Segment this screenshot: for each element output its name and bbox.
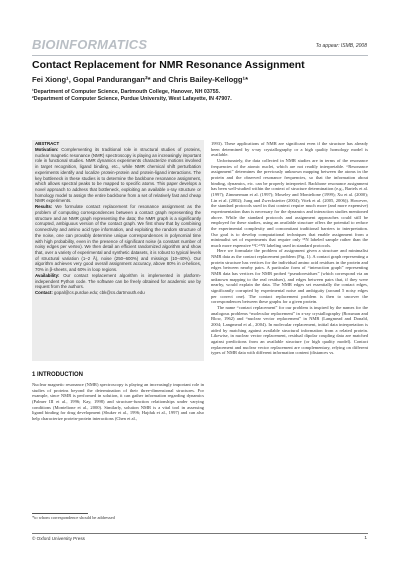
appear-note: To appear: ISMB, 2008 (315, 43, 367, 49)
contact-label: Contact: (35, 290, 53, 296)
author-list: Fei Xiong¹, Gopal Pandurangan²* and Chris Bailey-Kellogg¹* (32, 75, 249, 84)
copyright: © Oxford University Press (32, 536, 85, 541)
availability-text: Our contact replacement algorithm is implemented in platform-independent Python code. The software can be freely obtained for academic use by request from the authors. (35, 273, 201, 290)
paragraph: 1993). These applications of NMR are significant even if the structure has already been determined by x-ray crystallography or a high quality homology model is available. (211, 141, 368, 158)
abstract (35, 141, 201, 296)
affiliation-1: ¹Department of Computer Science, Dartmouth College, Hanover, NH 03755. (32, 89, 221, 95)
results-label: Results: (35, 204, 53, 210)
introduction-text: Nuclear magnetic resonance (NMR) spectroscopy is playing an increasingly important role in studies of proteins beyond the determination of their three-dimensional structures. For example, since NMR is performed in solution, it can gather information regarding dynamics (Palmer III et al., 1996; Kay, 1998) and structure-function relationships under varying conditions (Montelione et al., 2000). Similarly, solution NMR is a vital tool in assessing ligand binding for drug development (Shuker et al., 1996; Hajduk et al., 1997) and can also help characterize protein-protein interactions (Chen et al., (32, 382, 204, 421)
abstract-heading: ABSTRACT (35, 141, 60, 146)
availability-label: Availability: (35, 273, 60, 279)
results-text: We formulate contact replacement for resonance assignment as the problem of computing correspondences between a contact graph representing the structure and an NMR graph representing the data; the NMR graph is a significantly corrupted, ambiguous version of the contact graph. We first show that by combining connectivity and amino acid type information, and exploiting the random structure of the noise, one can provably determine unique correspondences in polynomial time with high probability, even in the presence of significant noise (a constant number of noisy edges per vertex). We then detail an efficient randomized algorithm and show that, over a variety of experimental and synthetic datasets, it is robust to typical levels of structural variation (1–2 Å), noise (250–600%) and missings (10–40%). Our algorithm achieves very good overall assignment accuracy, above 80% in α-helices, 70% in β-sheets, and 60% in loop regions. (35, 204, 201, 273)
motivation-text: Complementing its traditional role in structural studies of proteins, nuclear magnetic resonance (NMR) spectroscopy is playing an increasingly important role in functional studies. NMR dynamics experiments characterize motions involved in target recognition, ligand binding, etc., while NMR chemical shift perturbation experiments identify and localize protein-protein and protein-ligand interactions. The key bottleneck in these studies is to determine the backbone resonance assignment, which allows spectral peaks to be mapped to specific atoms. This paper develops a novel approach to address that bottleneck, exploiting an available x-ray structure or homology model to assign the entire backbone from a set of relatively fast and cheap NMR experiments. (35, 147, 201, 204)
paragraph: Here we formulate the problem of assignment given a structure and minimalist NMR data as the contact replacement problem (Fig. 1). A contact graph representing a protein structure has vertices for the individual amino acid residues in the protein and edges between nearby pairs. A particular form of “interaction graph” representing NMR data has vertices for NMR probed “pseudoresidues” (which correspond via an unknown mapping to the real residues), and edges between pairs that, if they were nearby, would explain the data. The NMR edges set essentially the contact edges, significantly corrupted by experimental noise and ambiguity (around 5 noisy edges per correct one). The contact replacement problem is then to uncover the correspondences between these graphs for a given protein. (211, 248, 368, 305)
paragraph: Unfortunately, the data collected in NMR studies are in terms of the resonance frequencies of the atomic nuclei, which are not readily interpretable. “Resonance assignment” determines the previously unknown mapping between the atoms in the protein and the observed resonance frequencies, so that the information about binding, dynamics, etc. can be properly interpreted. Backbone resonance assignment has been well-studied within the context of structure determination (e.g., Bartels et al. (1997); Zimmerman et al. (1997); Moseley and Montelione (1999); Xu et al. (2000); Lin et al. (2002); Jung and Zweckstetter (2004); Vitek et al. (2005, 2006)). However, the standard protocols used in that context require much more (and more expensive) experimentation than is necessary for the dynamics and interaction studies mentioned above. While the standard protocols and assignment approaches could still be employed for these studies, using an available structure offers the potential to reduce the experimental complexity and concomitant traditional barriers to interpretation. Our goal is to develop computational techniques that enable assignment from a minimalist set of experiments that require only ¹⁵N labeled sample rather than the much more expensive ¹³C-¹⁵N labeling used in standard protocols. (211, 157, 368, 248)
paper-title: Contact Replacement for NMR Resonance Assignment (32, 59, 305, 71)
header-rule (32, 55, 368, 56)
contact-text: gopal@cs.purdue.edu; cbk@cs.dartmouth.edu (54, 290, 145, 296)
affiliation-2: ²Department of Computer Science, Purdue University, West Lafayette, IN 47907. (32, 96, 232, 102)
page-number: 1 (364, 536, 367, 541)
paragraph: The name “contact replacement” for our problem is inspired by the names for the analogous problems “molecular replacement” in x-ray crystallography (Rossman and Blow, 1962) and “nuclear vector replacement” in NMR (Langmead and Donald, 2004; Langmead et al., 2004). In molecular replacement, initial data interpretation is aided by matching against available structural information from a related protein. Likewise, in nuclear vector replacement, residual dipolar coupling data are matched against predictions from an available structure (or high quality model). Contact replacement and nuclear vector replacement are complementary, relying on different types of NMR data with different information content (distances vs. (211, 305, 368, 356)
footnote-rule (32, 513, 88, 514)
footer-rule (32, 533, 368, 534)
journal-name: BIOINFORMATICS (32, 37, 148, 52)
right-column (211, 141, 368, 356)
motivation-label: Motivation: (35, 147, 59, 152)
section-heading-introduction: 1 INTRODUCTION (32, 372, 83, 378)
footnote: *to whom correspondence should be addressed (32, 515, 115, 520)
